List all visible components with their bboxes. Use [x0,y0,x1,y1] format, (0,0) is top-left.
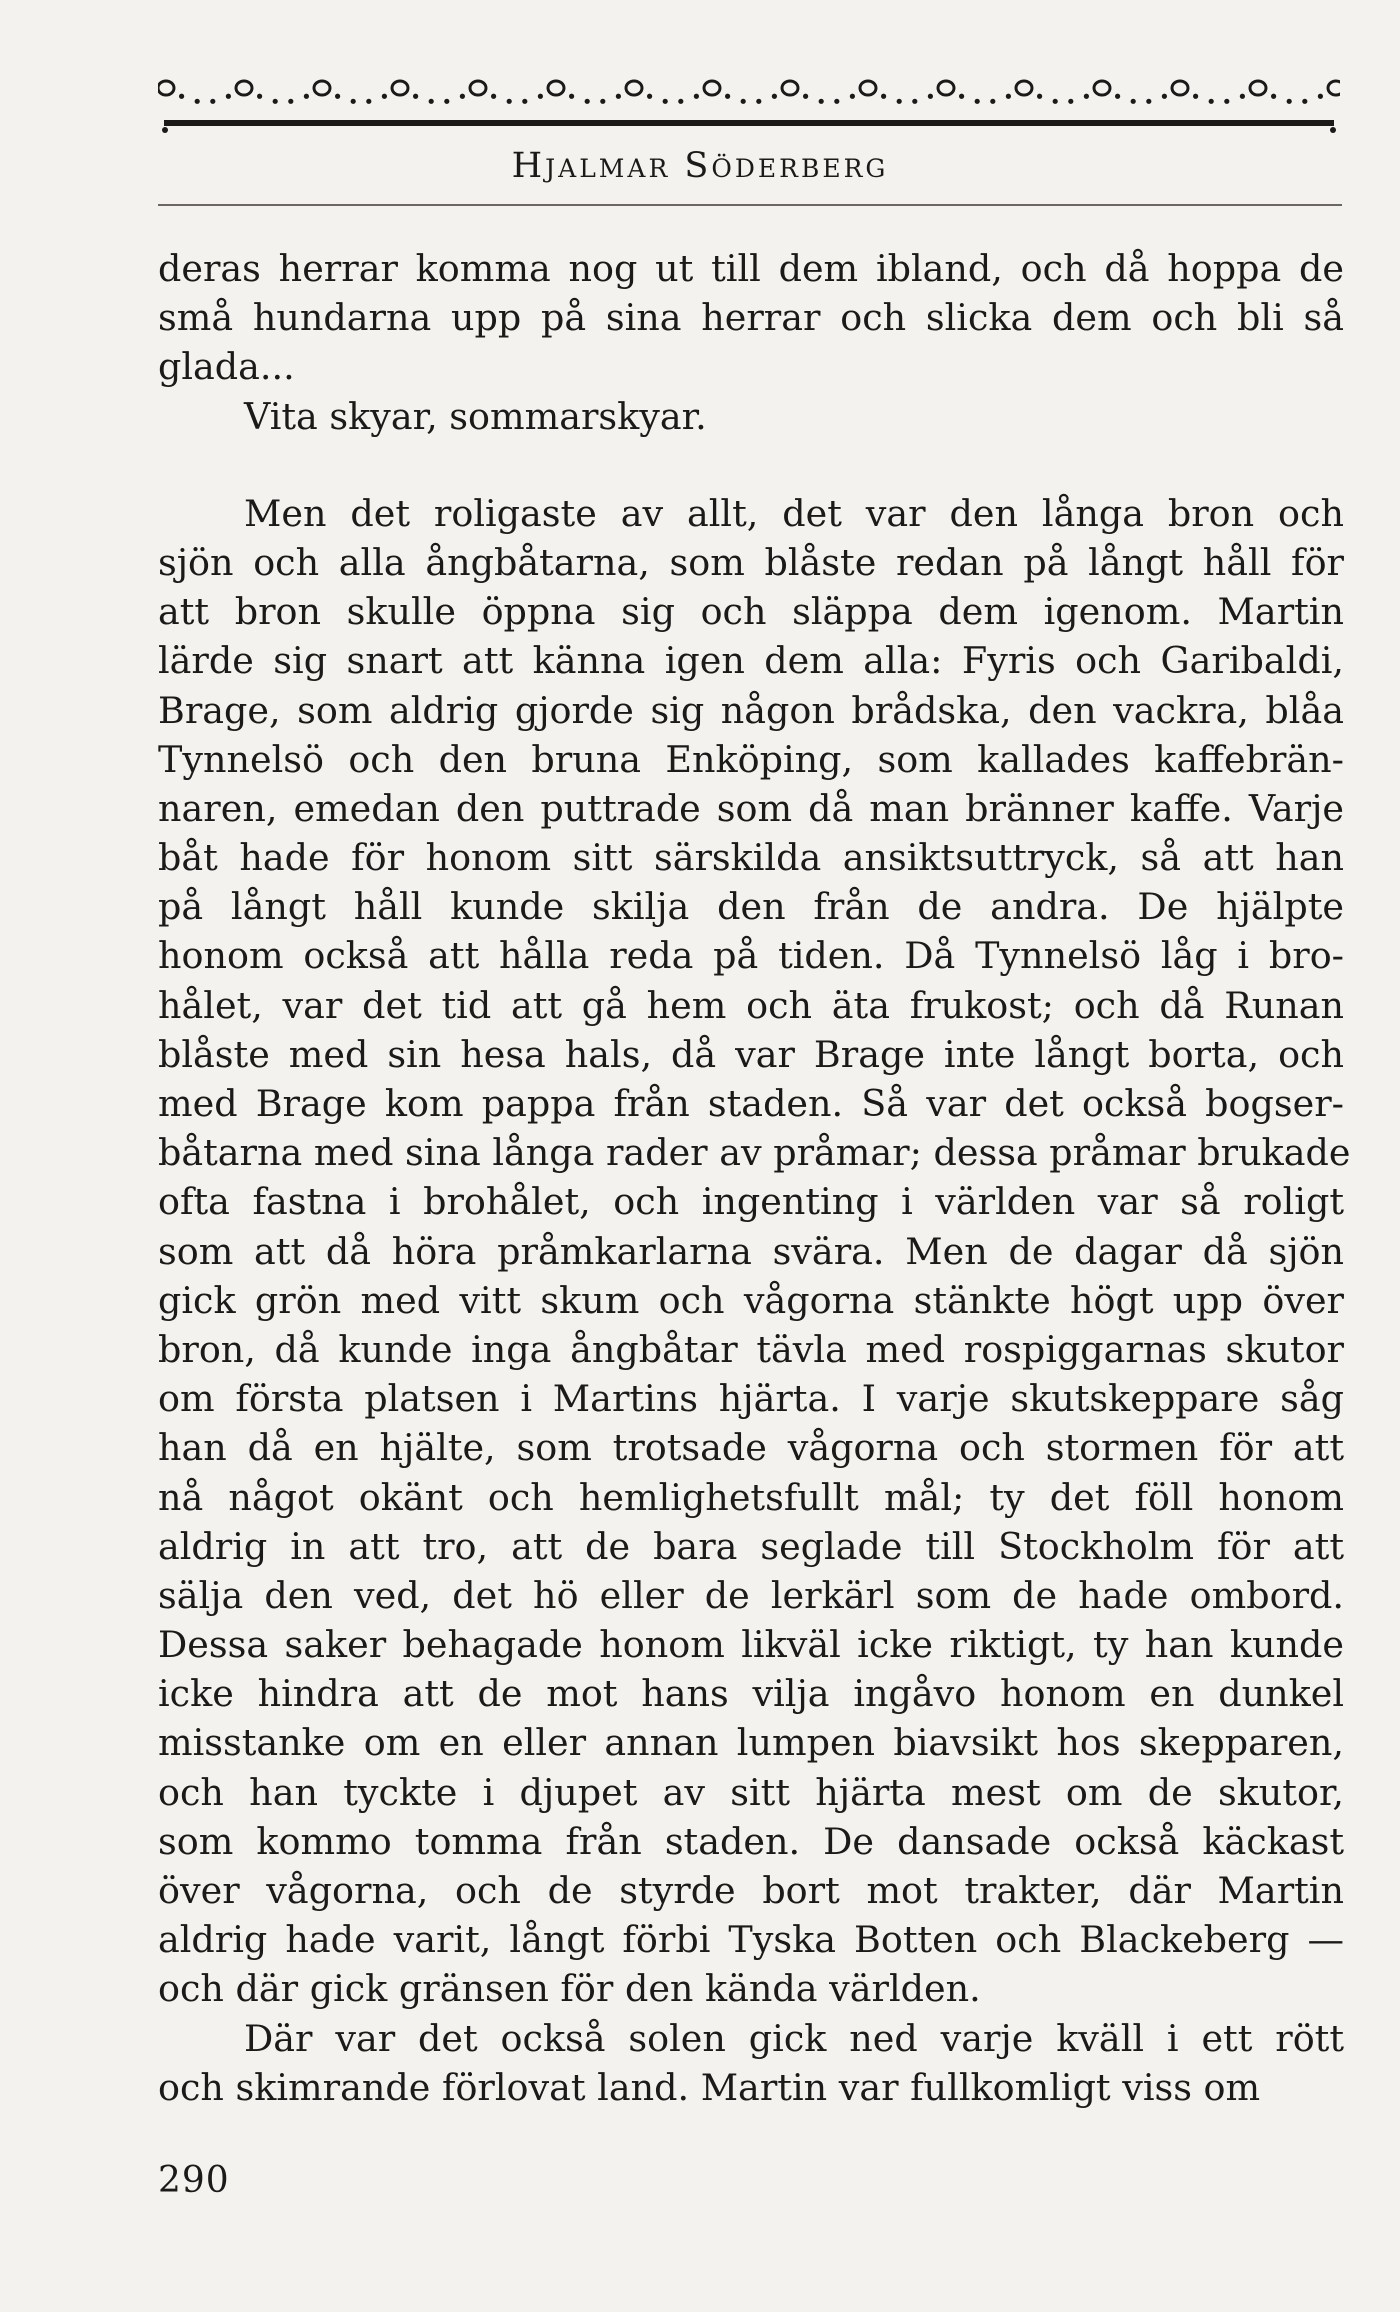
text-line: som kommo tomma från staden. De dansade också käckast [158,1819,1344,1863]
text-line: hålet, var det tid att gå hem och äta frukost; och då Runan [158,983,1344,1027]
text-line: om första platsen i Martins hjärta. I varje skutskeppare såg [158,1377,1344,1421]
text-line: honom också att hålla reda på tiden. Då Tynnelsö låg i bro- [158,934,1344,978]
text-line: och han tyckte i djupet av sitt hjärta mest om de skutor, [158,1770,1344,1814]
text-line: båtarna med sina långa rader av pråmar; dessa pråmar brukade [158,1131,1351,1175]
text-line: aldrig in att tro, att de bara seglade till Stockholm för att [158,1524,1344,1568]
text-line: deras herrar komma nog ut till dem ibland, och då hoppa de [158,247,1344,290]
text-line: ofta fastna i brohålet, och ingenting i världen var så roligt [158,1180,1344,1224]
header-rule [158,204,1342,206]
text-line: och skimrande förlovat land. Martin var fullkomligt viss om [158,2065,1261,2109]
text-line: han då en hjälte, som trotsade vågorna och stormen för att [158,1426,1344,1470]
header-ornament [158,66,1340,136]
text-line: lärde sig snart att känna igen dem alla: Fyris och Garibaldi, [158,639,1344,683]
text-line: gick grön med vitt skum och vågorna stänkte högt upp över [158,1278,1344,1322]
text-line: Där var det också solen gick ned varje kväll i ett rött [244,2016,1344,2060]
text-line: naren, emedan den puttrade som då man bränner kaffe. Varje [158,786,1344,830]
paragraph [158,392,1344,441]
text-line: på långt håll kunde skilja den från de andra. De hjälpte [158,885,1344,929]
text-line: Men det roligaste av allt, det var den långa bron och [244,491,1344,535]
running-head: Hjalmar Söderberg [511,146,889,186]
text-line: glada... [158,345,295,389]
paragraph [158,2014,1344,2112]
text-line: misstanke om en eller annan lumpen biavsikt hos skepparen, [158,1721,1344,1765]
paragraph [158,244,1344,392]
text-line: nå något okänt och hemlighetsfullt mål; ty det föll honom [158,1475,1344,1519]
text-line: som att då höra pråmkarlarna svära. Men de dagar då sjön [158,1229,1344,1273]
text-line: och där gick gränsen för den kända världen. [158,1967,981,2011]
text-line: små hundarna upp på sina herrar och slicka dem och bli så [158,296,1344,340]
page-number: 290 [158,2160,230,2201]
text-line: aldrig hade varit, långt förbi Tyska Botten och Blackeberg — [158,1918,1344,1962]
text-line: Brage, som aldrig gjorde sig någon brådska, den vackra, blåa [158,688,1344,732]
paragraph-gap [158,441,1344,489]
text-line: med Brage kom pappa från staden. Så var det också bogser- [158,1082,1344,1125]
text-line: över vågorna, och de styrde bort mot trakter, där Martin [158,1869,1344,1912]
text-line: icke hindra att de mot hans vilja ingåvo honom en dunkel [158,1672,1344,1716]
body-text [158,244,1351,2112]
text-line: Tynnelsö och den bruna Enköping, som kallades kaffebrän- [158,737,1344,781]
text-line: sälja den ved, det hö eller de lerkärl som de hade ombord. [158,1573,1344,1617]
text-line: Vita skyar, sommarskyar. [244,394,707,438]
text-line: sjön och alla ångbåtarna, som blåste redan på långt håll för [158,540,1344,584]
text-line: blåste med sin hesa hals, då var Brage inte långt borta, och [158,1032,1344,1076]
text-line: båt hade för honom sitt särskilda ansiktsuttryck, så att han [158,836,1344,880]
paragraph [158,489,1351,2014]
text-line: att bron skulle öppna sig och släppa dem igenom. Martin [158,590,1344,634]
text-line: bron, då kunde inga ångbåtar tävla med rospiggarnas skutor [158,1327,1344,1371]
text-line: Dessa saker behagade honom likväl icke riktigt, ty han kunde [158,1623,1344,1667]
